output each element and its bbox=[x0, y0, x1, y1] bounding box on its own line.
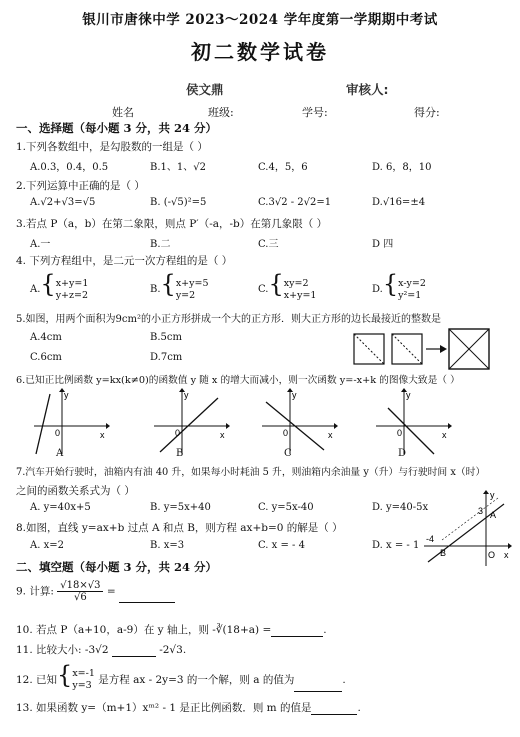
question-13 bbox=[16, 700, 361, 715]
q8-neg4-label: -4 bbox=[426, 534, 435, 544]
q5-option-b: B.5cm bbox=[150, 332, 182, 343]
q11-text: 11. 比较大小: -3√2 bbox=[16, 644, 109, 656]
q6-c-x-label: x bbox=[328, 430, 333, 440]
q8-option-d: D. x = - 1 bbox=[372, 540, 420, 551]
q8-point-b-label: B bbox=[440, 548, 447, 558]
q9-denominator: √6 bbox=[73, 592, 87, 603]
q10-answer-blank[interactable] bbox=[271, 625, 323, 637]
q6-label-d: D bbox=[398, 448, 407, 459]
q4-option-b: B.{x+y=5 y=2 bbox=[150, 270, 209, 301]
q6-label-a: A bbox=[56, 448, 64, 459]
q2-option-a: A.√2+√3=√5 bbox=[30, 197, 96, 208]
q12-end: . bbox=[342, 674, 346, 686]
q13-end: . bbox=[357, 702, 361, 714]
question-3: 3.若点 P（a，b）在第二象限，则点 P′（-a，-b）在第几象限（ ） bbox=[16, 218, 328, 230]
question-11 bbox=[16, 642, 186, 657]
exam-school-title: 银川市唐徕中学 2023～2024 学年度第一学期期中考试 bbox=[82, 12, 438, 28]
q7-option-c: C. y=5x-40 bbox=[258, 502, 314, 513]
q7-option-d: D. y=40-5x bbox=[372, 502, 429, 513]
q1-option-b: B.1、1、√2 bbox=[150, 162, 206, 173]
q4-a-eq1: x+y=1 bbox=[55, 277, 89, 289]
q4-c-letter: C. bbox=[258, 284, 269, 295]
q12-eq2: y=3 bbox=[72, 680, 92, 691]
q8-x-label: x bbox=[504, 550, 509, 560]
section-choice-title: 一、选择题（每小题 3 分，共 24 分） bbox=[16, 121, 218, 135]
q4-d-eq2: y²=1 bbox=[398, 289, 422, 301]
question-2: 2.下列运算中正确的是（ ） bbox=[16, 180, 145, 192]
q7-option-b: B. y=5x+40 bbox=[150, 502, 211, 513]
q4-b-eq1: x+y=5 bbox=[175, 277, 209, 289]
q9-numerator: √18×√3 bbox=[57, 580, 103, 592]
q8-option-b: B. x=3 bbox=[150, 540, 185, 551]
q4-b-letter: B. bbox=[150, 284, 161, 295]
q9-fraction bbox=[57, 580, 103, 603]
q7-option-a: A. y=40x+5 bbox=[30, 502, 91, 513]
question-9 bbox=[16, 580, 175, 603]
q11-mid: -2√3 bbox=[159, 644, 183, 656]
q4-option-d: D.{x-y=2 y²=1 bbox=[372, 270, 426, 301]
question-7-cont: 之间的函数关系式为（ ） bbox=[16, 485, 135, 497]
q3-option-b: B.二 bbox=[150, 239, 171, 250]
section-fill-title: 二、填空题（每小题 3 分，共 24 分） bbox=[16, 560, 218, 574]
q5-option-d: D.7cm bbox=[150, 352, 183, 363]
question-4: 4. 下列方程组中，是二元一次方程组的是（ ） bbox=[16, 255, 233, 267]
q9-equals: = bbox=[106, 585, 116, 598]
q6-c-y-label: y bbox=[292, 390, 297, 400]
q6-label-c: C bbox=[284, 448, 292, 459]
q9-answer-blank[interactable] bbox=[119, 591, 175, 603]
q9-prefix: 9. 计算: bbox=[16, 585, 54, 598]
question-7: 7.汽车开始行驶时，油箱内有油 40 升，如果每小时耗油 5 升，则油箱内余油量 y（升）与行驶时间 x（时） bbox=[16, 467, 486, 478]
score-label: 得分: bbox=[414, 106, 440, 119]
q10-text: 10. 若点 P（a+10，a-9）在 y 轴上，则 -∛(18+a) = bbox=[16, 624, 272, 636]
q6-b-origin: 0 bbox=[175, 428, 181, 438]
reviewer-label: 审核人: bbox=[346, 82, 389, 97]
q4-d-letter: D. bbox=[372, 284, 383, 295]
q1-option-d: D. 6，8，10 bbox=[372, 162, 432, 173]
q4-option-a: A.{x+y=1 y+z=2 bbox=[30, 270, 89, 301]
q6-d-origin: 0 bbox=[397, 428, 403, 438]
q1-option-c: C.4，5，6 bbox=[258, 162, 308, 173]
q12-prefix: 12. 已知 bbox=[16, 674, 58, 686]
question-1: 1.下列各数组中，是勾股数的一组是（ ） bbox=[16, 141, 208, 153]
q6-d-x-label: x bbox=[442, 430, 447, 440]
q8-option-c: C. x = - 4 bbox=[258, 540, 305, 551]
q12-answer-blank[interactable] bbox=[294, 680, 342, 692]
q6-graph-d bbox=[372, 388, 452, 458]
q6-a-y-label: y bbox=[64, 390, 69, 400]
q3-option-d: D 四 bbox=[372, 239, 394, 250]
q6-b-x-label: x bbox=[220, 430, 225, 440]
q8-line-figure bbox=[420, 490, 512, 568]
q8-option-a: A. x=2 bbox=[30, 540, 64, 551]
q6-c-origin: 0 bbox=[283, 428, 289, 438]
q4-option-c: C.{xy=2 x+y=1 bbox=[258, 270, 317, 301]
q12-text: 是方程 ax - 2y=3 的一个解，则 a 的值为 bbox=[98, 674, 295, 686]
q2-option-d: D.√16=±4 bbox=[372, 197, 426, 208]
q6-a-origin: 0 bbox=[55, 428, 61, 438]
class-label: 班级: bbox=[208, 106, 234, 119]
q6-graph-a bbox=[30, 388, 110, 458]
q4-b-eq2: y=2 bbox=[175, 289, 196, 301]
q4-c-eq2: x+y=1 bbox=[283, 289, 317, 301]
q2-option-c: C.3√2 - 2√2=1 bbox=[258, 197, 332, 208]
q8-origin-label: O bbox=[488, 550, 496, 560]
q11-answer-blank[interactable] bbox=[112, 645, 156, 657]
q6-d-y-label: y bbox=[406, 390, 411, 400]
q12-eq1: x=-1 bbox=[72, 668, 95, 679]
q13-text: 13. 如果函数 y=（m+1）xᵐ² - 1 是正比例函数．则 m 的值是 bbox=[16, 702, 312, 714]
q13-answer-blank[interactable] bbox=[311, 703, 357, 715]
question-12: 12. 已知{x=-1 y=3 是方程 ax - 2y=3 的一个解，则 a 的值为 . bbox=[16, 661, 346, 691]
question-6: 6.已知正比例函数 y=kx(k≠0)的函数值 y 随 x 的增大而减小，则一次函数 y=-x+k 的图像大致是（ ） bbox=[16, 375, 460, 386]
q8-y-label: y bbox=[490, 490, 495, 500]
question-8: 8.如图，直线 y=ax+b 过点 A 和点 B，则方程 ax+b=0 的解是（ ） bbox=[16, 522, 343, 534]
q5-squares-figure bbox=[352, 328, 492, 372]
q4-a-letter: A. bbox=[30, 284, 41, 295]
question-5: 5.如图，用两个面积为9cm²的小正方形拼成一个大的正方形．则大正方形的边长最接近的整数是 bbox=[16, 314, 441, 325]
q6-a-x-label: x bbox=[100, 430, 105, 440]
q1-option-a: A.0.3，0.4，0.5 bbox=[30, 162, 109, 173]
q6-label-b: B bbox=[176, 448, 184, 459]
q8-point-a-label: A bbox=[490, 510, 497, 520]
q4-c-eq1: xy=2 bbox=[283, 277, 309, 289]
student-number-label: 学号: bbox=[302, 106, 328, 119]
question-10 bbox=[16, 622, 327, 637]
q11-end: . bbox=[182, 644, 187, 656]
name-label: 姓名 bbox=[112, 106, 134, 119]
author-name: 侯文鼎 bbox=[186, 82, 224, 97]
q4-d-eq1: x-y=2 bbox=[398, 277, 426, 289]
q8-three-label: 3 bbox=[478, 506, 484, 516]
q2-option-b: B. (-√5)²=5 bbox=[150, 197, 207, 208]
q4-a-eq2: y+z=2 bbox=[55, 289, 89, 301]
q10-end: . bbox=[323, 624, 327, 636]
q6-b-y-label: y bbox=[184, 390, 189, 400]
q3-option-c: C.三 bbox=[258, 239, 279, 250]
exam-subject-title: 初二数学试卷 bbox=[191, 40, 329, 64]
q3-option-a: A.一 bbox=[30, 239, 51, 250]
q6-graph-b bbox=[150, 388, 230, 458]
q5-option-c: C.6cm bbox=[30, 352, 62, 363]
q6-graph-c bbox=[258, 388, 338, 458]
q5-option-a: A.4cm bbox=[30, 332, 62, 343]
